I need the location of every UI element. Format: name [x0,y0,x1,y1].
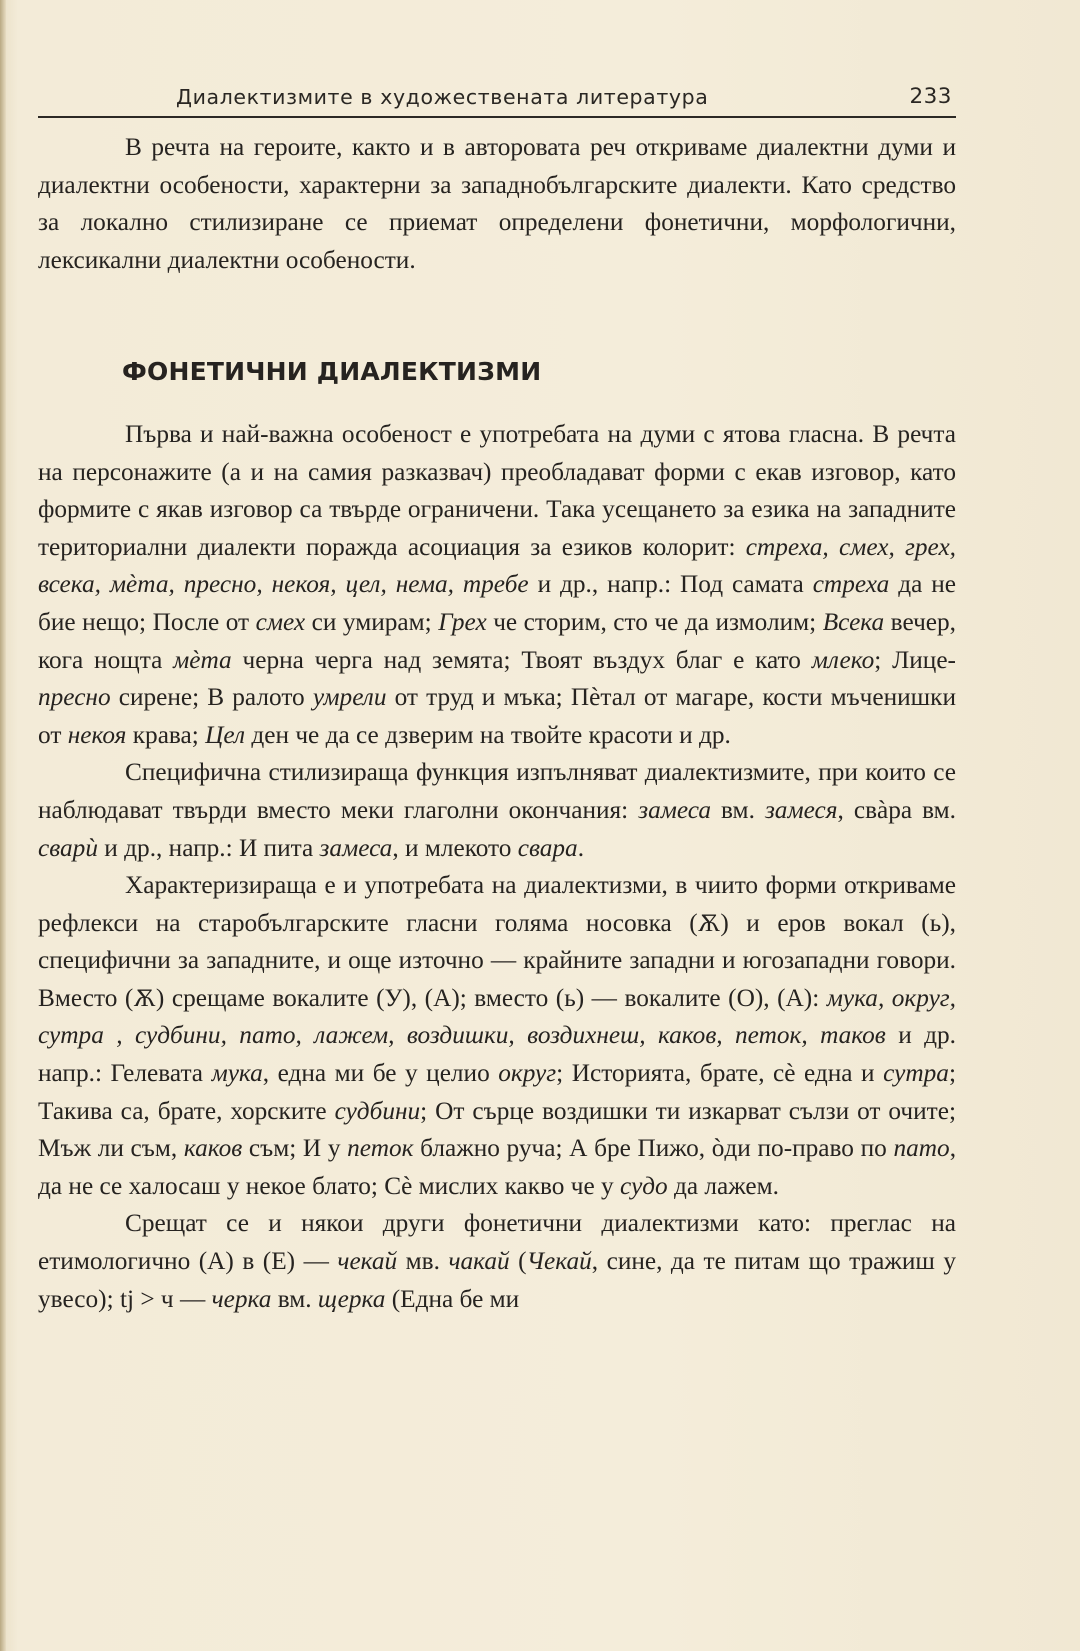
dialect-word: замеса [638,795,712,824]
text-run: . [577,833,585,862]
text-run: и др., напр.: И пита [97,833,320,862]
dialect-word: стреха, смех, грех, всека, мѐта, пресно, некоя, цел, нема, требе [38,532,956,599]
text-run: ден че да се дзверим на твойте красоти и др. [245,720,731,749]
dialect-word: свара [517,833,578,862]
text-run: черна черга над земята; Твоят въздух благ е като [231,645,812,674]
dialect-word: некоя [67,720,127,749]
text-run: крава; [126,720,206,749]
dialect-word: судбини [334,1096,421,1125]
dialect-word: чакай [448,1247,510,1276]
text-run: ( [509,1247,527,1276]
dialect-word: Грех [438,607,487,636]
paragraph-other-phonetic [38,1205,956,1318]
text-run: от труд и мъка; Пѐтал от магаре, кости мъченишки от [38,683,956,749]
text-run: ; Историята, брате, сѐ една и [556,1059,884,1088]
text-run: Характеризираща е и употребата на диалектизми, в чиито форми откриваме рефлекси на старобългарските гласни голяма носовка (Ѫ) и еров вокал (ь), специфични за западните, и още източно — крайните западни и югозападни говори. Вместо (Ѫ) срещаме вокалите (У), (А); вместо (ь) — вокалите (О), (А): [38,871,956,1012]
dialect-word: мука [211,1059,263,1088]
text-run: и др., напр.: Под самата [528,570,813,599]
paragraph-nasal-vowels [38,867,956,1205]
dialect-word: черка [211,1284,272,1313]
dialect-word: умрели [312,683,387,712]
text-run: да не бие нещо; После от [38,570,957,636]
dialect-word: мука, округ, сутра , судбини, пато, лажем, воздишки, воздихнеш, каков, петок, таков [38,983,956,1050]
dialect-word: щерка [317,1284,386,1313]
dialect-word: замеса [319,833,393,862]
dialect-word: смех [255,607,306,636]
text-run: , и млекото [392,833,518,862]
text-run: Първа и най-важна особеност е употребата на думи с ятова гласна. В речта на персонажите (а и на самия разказвач) преобладават форми с екав изговор, като формите с якав изговор са твърде ограничени. Така усещането за езика на западните териториални диалекти поражда асоциация за езиков колорит: [38,419,956,561]
text-run: ; От сърце воздишки ти изкарват сълзи от очите; Мъж ли съм, [38,1096,956,1163]
paragraph-jat-vowel [38,416,956,754]
dialect-word: пато [893,1134,950,1163]
text-run: Специфична стилизираща функция изпълняват диалектизмите, при които се наблюдават твърди вместо меки глаголни окончания: [38,758,956,824]
dialect-word: округ [498,1059,557,1088]
text-run: съм; И у [242,1134,348,1163]
dialect-word: петок [347,1134,414,1163]
page-spine-shadow [0,0,6,1651]
page-number: 233 [909,84,952,109]
dialect-word: мѐта [173,645,232,674]
text-run: , свàра вм. [837,795,956,824]
section-heading: ФОНЕТИЧНИ ДИАЛЕКТИЗМИ [122,357,542,387]
text-run: Срещат се и някои други фонетични диалектизми като: преглас на етимологично (А) в (Е) — [38,1209,956,1276]
text-run: , една ми бе у целио [262,1059,499,1088]
intro-paragraph: В речта на героите, както и в авторовата реч откриваме диалектни думи и диалектни особености, характерни за западнобългарските диалекти. Като средство за локално стилизиране се приемат определени фонетични, морфологични, лексикални диалектни особености. [38,133,956,274]
text-run: да лажем. [667,1171,779,1200]
text-run: мв. [397,1247,449,1276]
page-body [38,129,956,1318]
text-run: и др. напр.: Гелевата [38,1021,956,1088]
text-run: си умирам; [305,607,439,636]
dialect-word: Цел [205,720,246,749]
dialect-word: чекай [337,1247,398,1276]
text-run: че сторим, сто че да измолим; [486,607,823,636]
text-run: вм. [271,1284,318,1313]
running-title: Диалектизмите в художествената литература [176,85,709,109]
dialect-word: млеко [811,645,875,674]
dialect-word: Чекай [526,1247,592,1276]
text-run: сирене; В ралото [110,683,313,712]
paragraph-verb-endings [38,754,956,867]
running-header [38,80,956,118]
text-run: вечер, кога нощта [38,607,956,674]
dialect-word: сутра [883,1059,949,1088]
text-run: ; Такива са, брате, хорските [38,1059,956,1125]
dialect-word: судо [620,1171,668,1200]
dialect-word: пресно [38,683,111,712]
dialect-word: каков [183,1134,243,1163]
text-run: ; Лице- [874,645,956,674]
dialect-word: замеся [764,795,838,824]
dialect-word: сварѝ [38,833,98,862]
dialect-word: Всека [822,607,885,636]
text-run: , да не се халосаш у некое блато; Сѐ мислих какво че у [38,1134,957,1200]
text-run: , сине, да те питам що тражиш у увесо); tj > ч — [38,1247,956,1313]
text-run: (Една бе ми [385,1284,520,1313]
text-run: блажно руча; А бре Пижо, òди по-право по [413,1134,894,1163]
text-run: вм. [711,795,765,824]
dialect-word: стреха [812,570,890,599]
